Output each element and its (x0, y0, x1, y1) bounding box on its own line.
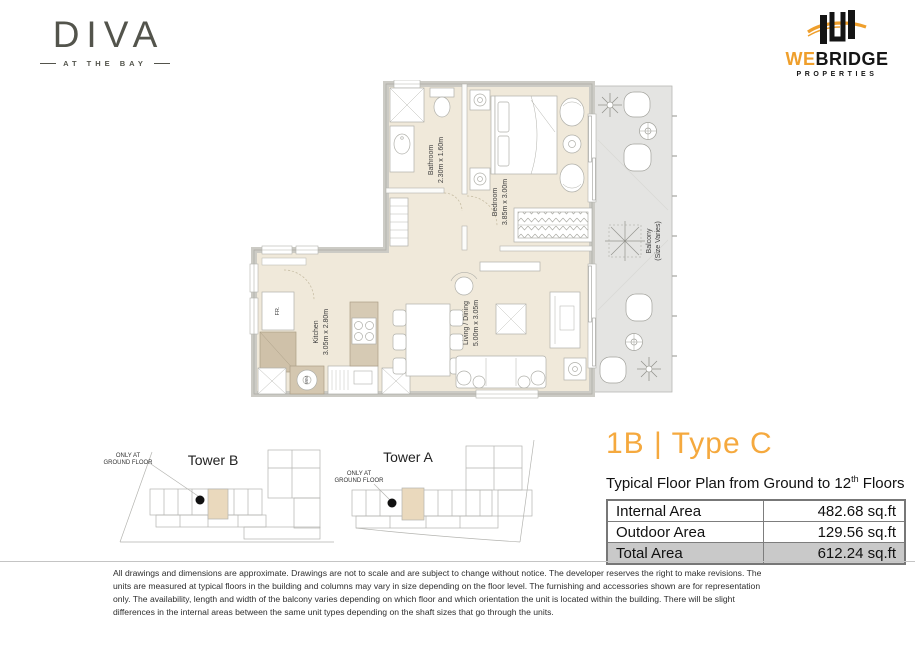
total-area-label: Total Area (607, 543, 764, 565)
webridge-bridge-text: BRIDGE (815, 49, 889, 69)
unit-info-panel (606, 427, 906, 565)
internal-area-value: 482.68 sq.ft (764, 500, 905, 522)
total-area-value: 612.24 sq.ft (764, 543, 905, 565)
balcony-railing-ticks (672, 116, 677, 356)
bedroom-dims: 3.85m x 3.00m (502, 178, 509, 226)
webridge-logo (763, 6, 911, 78)
tower-a-note-line2: GROUND FLOOR (334, 478, 384, 484)
subtitle-prefix: Typical Floor Plan from Ground to 12 (606, 475, 852, 492)
tower-b-unit-dot (196, 496, 205, 505)
kitchen-dims: 3.05m x 2.80m (323, 308, 330, 356)
footer-divider (0, 561, 915, 562)
site-plan-tower-a (330, 430, 585, 555)
tagline-dash-right-icon (154, 63, 170, 64)
outdoor-area-label: Outdoor Area (607, 522, 764, 543)
tower-b-title: Tower B (187, 452, 239, 468)
webridge-wordmark (763, 50, 911, 68)
unit-type-title: 1B | Type C (606, 427, 773, 460)
diva-wordmark: DIVA (52, 14, 165, 55)
living-dims: 5.00m x 3.05m (473, 299, 480, 347)
webridge-properties-text: PROPERTIES (796, 71, 878, 78)
bathroom-dims: 2.30m x 1.60m (438, 136, 445, 184)
tower-a-outline (352, 440, 534, 542)
balcony-dims: (Size Varies) (655, 221, 662, 261)
subtitle-superscript: th (851, 474, 859, 484)
webridge-we-text: WE (785, 49, 816, 69)
diva-tagline (20, 59, 190, 68)
tower-a-highlighted-unit (402, 488, 424, 520)
balcony-label: Balcony (646, 228, 653, 254)
washing-machine-label: WM (304, 376, 309, 384)
tower-b-note-line1: ONLY AT (115, 453, 141, 459)
table-row-outdoor-area (607, 522, 905, 543)
living-label: Living / Dining (463, 301, 470, 345)
floor-plan (248, 80, 680, 402)
site-plan-tower-b (88, 432, 338, 552)
disclaimer-text: All drawings and dimensions are approximate. Drawings are not to scale and are subject to change without notice. The developer reserves the right to make revisions. The units are measured at typical floors in the building and columns may vary in size depending on the floor level. The furnishing and accessories shown are for representation only. The availability, length and width of the balcony varies depending on which floor and which orientation the unit is located within the building. There will be slight differences in the internal areas between the same unit types depending on the shaft sizes that go through the units. (113, 568, 762, 617)
subtitle-suffix: Floors (858, 475, 905, 492)
area-table (606, 499, 906, 565)
outdoor-area-value: 129.56 sq.ft (764, 522, 905, 543)
tower-a-note-line1: ONLY AT (346, 471, 372, 477)
bathroom-label: Bathroom (428, 144, 435, 176)
diva-logo (20, 16, 190, 68)
tagline-text: AT THE BAY (63, 59, 147, 68)
floor-range-subtitle (606, 474, 906, 492)
table-row-internal-area (607, 500, 905, 522)
tower-b-note-line2: GROUND FLOOR (103, 460, 153, 466)
tower-a-unit-dot (388, 499, 397, 508)
dining-furniture (393, 304, 463, 376)
internal-area-label: Internal Area (607, 500, 764, 522)
tagline-dash-left-icon (40, 63, 56, 64)
webridge-buildings-icon (806, 6, 868, 48)
fridge-label: FR. (275, 306, 281, 316)
tower-b-highlighted-unit (208, 489, 228, 519)
tower-a-title: Tower A (383, 449, 433, 465)
kitchen-label: Kitchen (313, 320, 320, 344)
bedroom-label: Bedroom (492, 187, 499, 217)
